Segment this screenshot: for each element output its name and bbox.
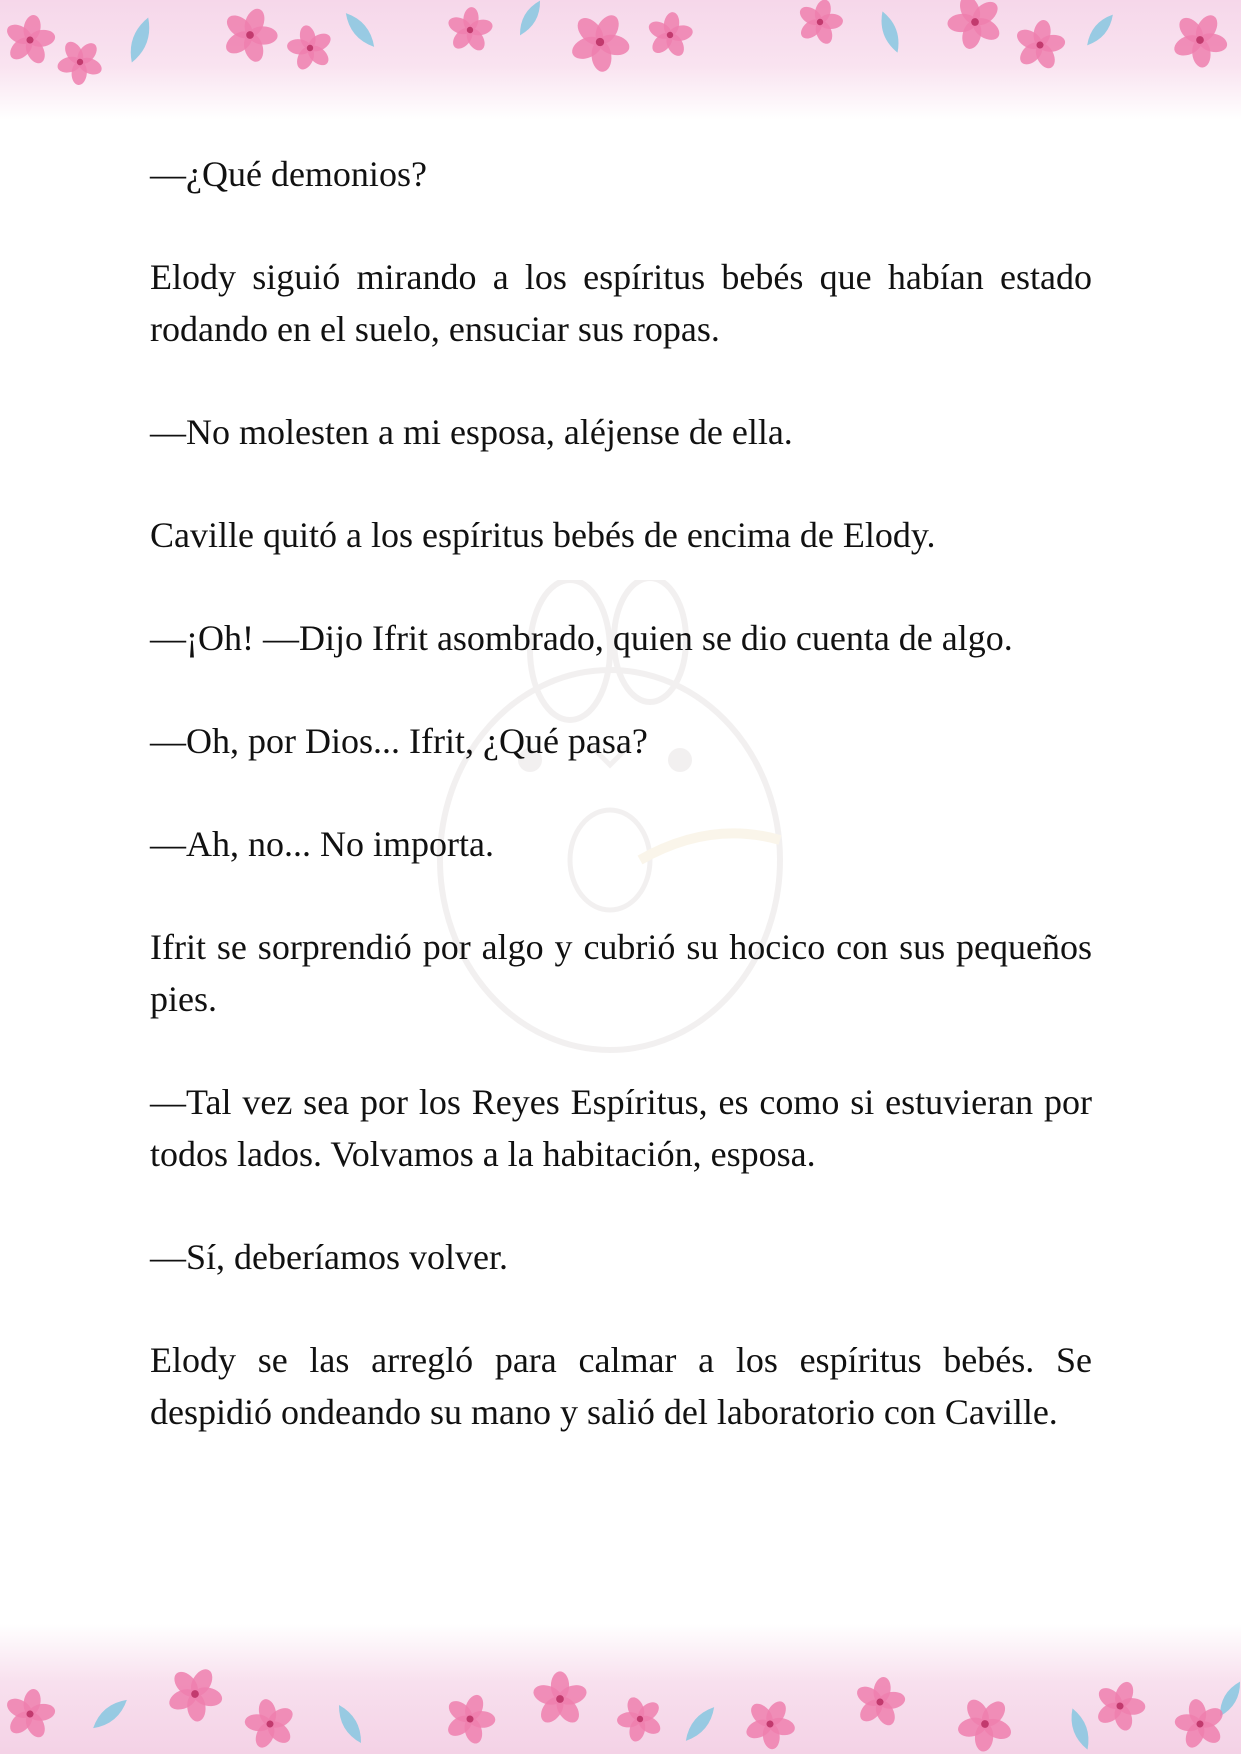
paragraph-6: —Oh, por Dios... Ifrit, ¿Qué pasa? [150, 721, 648, 761]
pink-flower-icon [213, 0, 287, 71]
pink-flower-icon [531, 1671, 589, 1726]
flower-garland-top [0, 0, 1241, 120]
pink-flower-icon [235, 1688, 306, 1754]
paragraph-9: —Tal vez sea por los Reyes Espíritus, es como si estuvieran por todos lados. Volvamos a la habitación, esposa. [150, 1082, 1092, 1174]
pink-flower-icon [47, 29, 114, 95]
teal-leaf-icon [1083, 11, 1118, 49]
document-body [150, 148, 1092, 1438]
teal-leaf-icon [681, 1703, 719, 1745]
pink-flower-icon [156, 1656, 234, 1733]
paragraph-3: —No molesten a mi esposa, aléjense de ella. [150, 412, 793, 452]
paragraph-4: Caville quitó a los espíritus bebés de encima de Elody. [150, 515, 936, 555]
teal-leaf-icon [333, 1702, 366, 1747]
pink-flower-icon [558, 0, 642, 83]
paragraph-1: —¿Qué demonios? [150, 154, 427, 194]
pink-flower-icon [1009, 15, 1070, 74]
paragraph-7: —Ah, no... No importa. [150, 824, 494, 864]
flower-garland-bottom [0, 1624, 1241, 1754]
pink-flower-icon [849, 1672, 910, 1731]
pink-flower-icon [0, 10, 61, 69]
teal-leaf-icon [1066, 1706, 1093, 1752]
pink-flower-icon [1161, 2, 1239, 79]
paragraph-8: Ifrit se sorprendió por algo y cubrió su hocico con sus pequeños pies. [150, 927, 1092, 1019]
pink-flower-icon [935, 0, 1015, 62]
pink-flower-icon [278, 16, 342, 81]
floral-border-bottom [0, 1624, 1241, 1754]
paragraph-5: —¡Oh! —Dijo Ifrit asombrado, quien se dio cuenta de algo. [150, 618, 1013, 658]
pink-flower-icon [791, 0, 850, 51]
pink-flower-icon [945, 1684, 1025, 1754]
teal-leaf-icon [341, 9, 379, 51]
paragraph-10: —Sí, deberíamos volver. [150, 1237, 508, 1277]
pink-flower-icon [0, 1684, 61, 1743]
pink-flower-icon [444, 5, 496, 55]
pink-flower-icon [436, 1686, 503, 1752]
teal-leaf-icon [89, 1695, 131, 1733]
pink-flower-icon [607, 1686, 673, 1753]
paragraph-11: Elody se las arregló para calmar a los espíritus bebés. Se despidió ondeando su mano y salió del laboratorio con Caville. [150, 1340, 1092, 1432]
pink-flower-icon [734, 1689, 805, 1754]
floral-border-top [0, 0, 1241, 120]
teal-leaf-icon [125, 15, 155, 65]
teal-leaf-icon [876, 9, 903, 55]
pink-flower-icon [643, 7, 697, 63]
pink-flower-icon [1086, 1673, 1153, 1739]
teal-leaf-icon [515, 0, 545, 38]
paragraph-2: Elody siguió mirando a los espíritus bebés que habían estado rodando en el suelo, ensuciar sus ropas. [150, 257, 1092, 349]
